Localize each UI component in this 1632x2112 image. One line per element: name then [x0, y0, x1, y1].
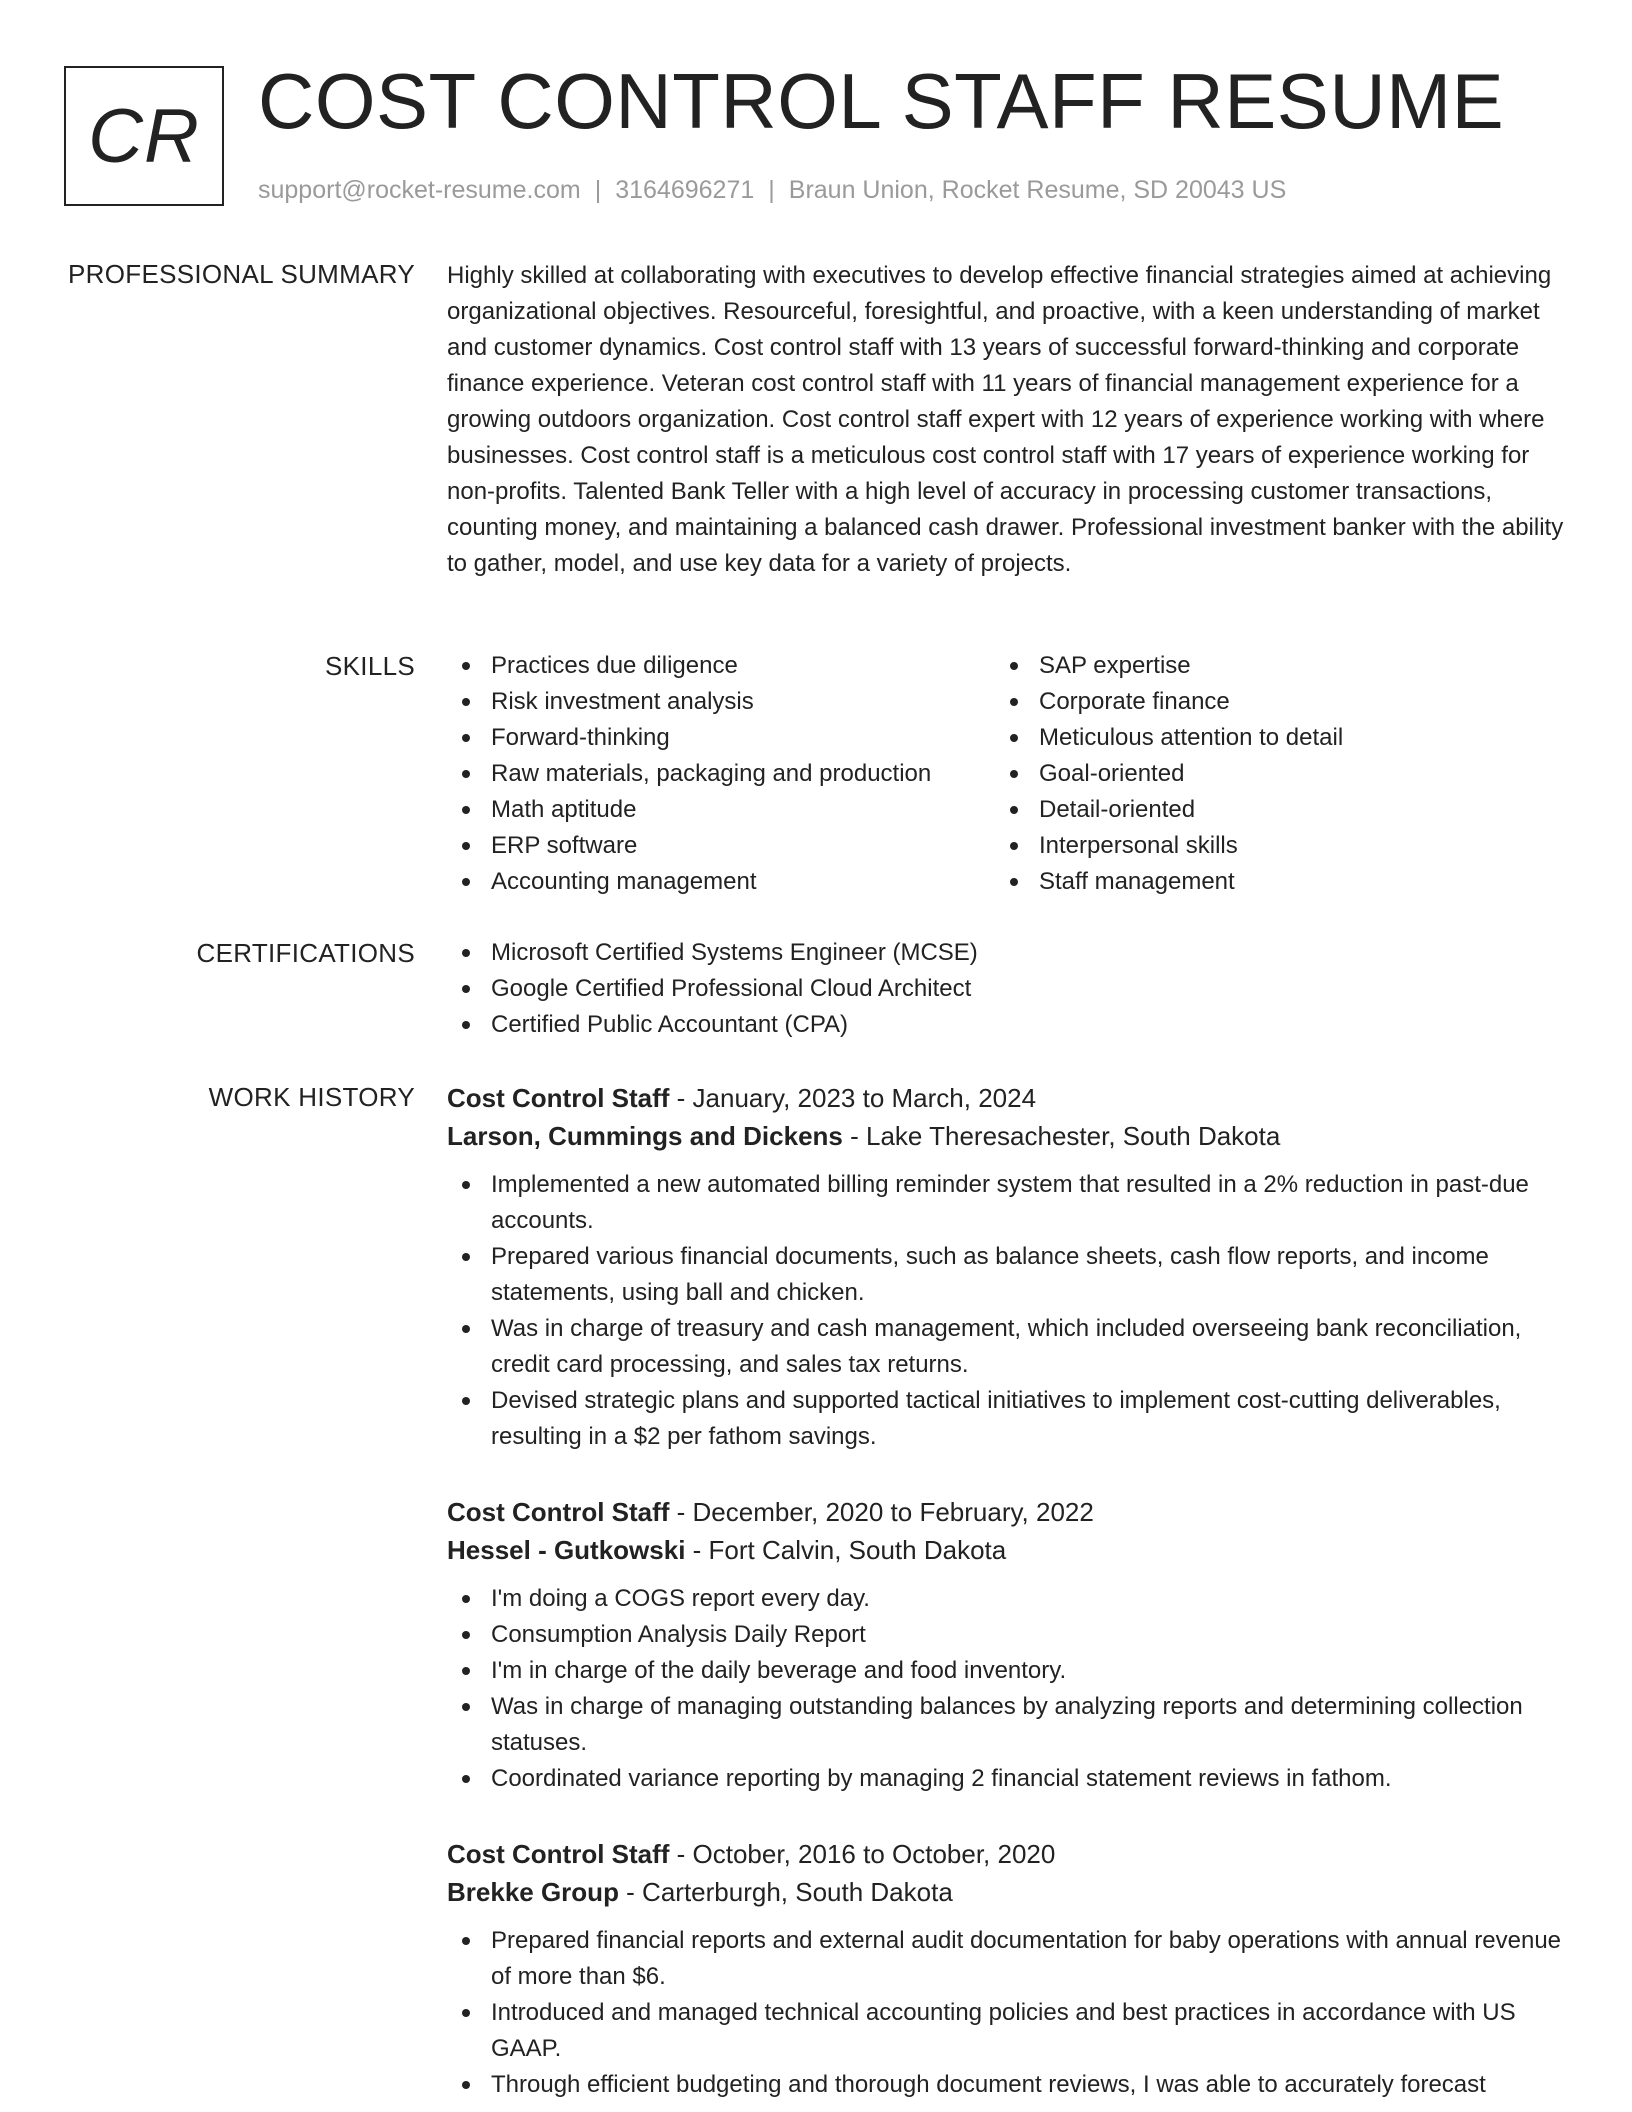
skills-body	[447, 648, 1567, 900]
contact-phone: 3164696271	[615, 176, 755, 204]
work-history-body	[447, 1079, 1567, 2103]
monogram-box	[64, 66, 224, 206]
contact-line	[258, 174, 1286, 206]
job-dates: - October, 2016 to October, 2020	[669, 1839, 1056, 1869]
skill-item: Meticulous attention to detail	[995, 720, 1543, 756]
monogram-initials: CR	[88, 93, 200, 179]
job-dates: - January, 2023 to March, 2024	[669, 1083, 1037, 1113]
skill-item: Math aptitude	[447, 792, 995, 828]
skill-item: Practices due diligence	[447, 648, 995, 684]
summary-text: Highly skilled at collaborating with executives to develop effective financial strategies aimed at achieving organizational objectives. Resourceful, foresightful, and proactive, with a keen understanding of market and customer dynamics. Cost control staff with 13 years of successful forward-thinking and corporate finance experience. Veteran cost control staff with 11 years of financial management experience for a growing outdoors organization. Cost control staff expert with 12 years of experience working with where businesses. Cost control staff is a meticulous cost control staff with 17 years of experience working for non-profits. Talented Bank Teller with a high level of accuracy in processing customer transactions, counting money, and maintaining a balanced cash drawer. Professional investment banker with the ability to gather, model, and use key data for a variety of projects.	[447, 262, 1564, 577]
job-entry	[447, 1079, 1567, 1455]
skill-item: Interpersonal skills	[995, 828, 1543, 864]
skill-item: ERP software	[447, 828, 995, 864]
job-location: - Fort Calvin, South Dakota	[685, 1535, 1007, 1565]
skill-item: Risk investment analysis	[447, 684, 995, 720]
job-title-line	[447, 1835, 1567, 1873]
job-company: Larson, Cummings and Dickens	[447, 1121, 843, 1151]
job-bullets	[447, 1167, 1567, 1455]
certification-item: Certified Public Accountant (CPA)	[447, 1007, 1567, 1043]
certification-item: Google Certified Professional Cloud Architect	[447, 971, 1567, 1007]
job-bullet: Devised strategic plans and supported tactical initiatives to implement cost-cutting deliverables, resulting in a $2 per fathom savings.	[447, 1383, 1567, 1455]
job-bullet: I'm in charge of the daily beverage and food inventory.	[447, 1653, 1567, 1689]
skill-item: Forward-thinking	[447, 720, 995, 756]
contact-separator: |	[594, 176, 602, 204]
work-history-heading: WORK HISTORY	[208, 1082, 415, 1112]
skill-item: Accounting management	[447, 864, 995, 900]
job-bullet: I'm doing a COGS report every day.	[447, 1581, 1567, 1617]
skill-item: Goal-oriented	[995, 756, 1543, 792]
skill-item: Corporate finance	[995, 684, 1543, 720]
skill-item: SAP expertise	[995, 648, 1543, 684]
job-bullet: Consumption Analysis Daily Report	[447, 1617, 1567, 1653]
skill-item: Detail-oriented	[995, 792, 1543, 828]
certifications-list	[447, 935, 1567, 1043]
job-company: Brekke Group	[447, 1877, 619, 1907]
job-bullet: Prepared various financial documents, such as balance sheets, cash flow reports, and income statements, using ball and chicken.	[447, 1239, 1567, 1311]
job-bullet: Was in charge of treasury and cash management, which included overseeing bank reconciliation, credit card processing, and sales tax returns.	[447, 1311, 1567, 1383]
job-title: Cost Control Staff	[447, 1083, 670, 1113]
job-title-line	[447, 1079, 1567, 1117]
job-title: Cost Control Staff	[447, 1497, 670, 1527]
job-dates: - December, 2020 to February, 2022	[669, 1497, 1094, 1527]
job-company: Hessel - Gutkowski	[447, 1535, 686, 1565]
job-entry	[447, 1493, 1567, 1797]
summary-body	[447, 258, 1567, 582]
contact-separator: |	[768, 176, 775, 204]
job-bullet: Introduced and managed technical accounting policies and best practices in accordance with US GAAP.	[447, 1995, 1567, 2067]
skill-item: Raw materials, packaging and production	[447, 756, 995, 792]
job-bullet: Prepared financial reports and external audit documentation for baby operations with annual revenue of more than $6.	[447, 1923, 1567, 1995]
job-title: Cost Control Staff	[447, 1839, 670, 1869]
certifications-heading: CERTIFICATIONS	[196, 938, 415, 968]
skill-item: Staff management	[995, 864, 1543, 900]
contact-address: Braun Union, Rocket Resume, SD 20043 US	[788, 176, 1287, 204]
summary-heading: PROFESSIONAL SUMMARY	[68, 259, 415, 289]
skills-list-left	[447, 648, 995, 900]
job-entry	[447, 1835, 1567, 2103]
resume-title: COST CONTROL STAFF RESUME	[258, 57, 1505, 145]
job-bullet: Implemented a new automated billing reminder system that resulted in a 2% reduction in past-due accounts.	[447, 1167, 1567, 1239]
certification-item: Microsoft Certified Systems Engineer (MCSE)	[447, 935, 1567, 971]
job-company-line	[447, 1117, 1567, 1155]
skills-list-right	[995, 648, 1543, 900]
job-bullet: Through efficient budgeting and thorough document reviews, I was able to accurately forecast	[447, 2067, 1567, 2103]
job-bullets	[447, 1581, 1567, 1797]
job-company-line	[447, 1873, 1567, 1911]
job-title-line	[447, 1493, 1567, 1531]
contact-email: support@rocket-resume.com	[258, 176, 581, 204]
job-location: - Lake Theresachester, South Dakota	[842, 1121, 1281, 1151]
job-bullet: Was in charge of managing outstanding balances by analyzing reports and determining collection statuses.	[447, 1689, 1567, 1761]
certifications-body	[447, 935, 1567, 1043]
skills-heading: SKILLS	[325, 651, 415, 681]
job-bullets	[447, 1923, 1567, 2103]
job-company-line	[447, 1531, 1567, 1569]
job-location: - Carterburgh, South Dakota	[618, 1877, 953, 1907]
skills-columns	[447, 648, 1567, 900]
job-bullet: Coordinated variance reporting by managing 2 financial statement reviews in fathom.	[447, 1761, 1567, 1797]
